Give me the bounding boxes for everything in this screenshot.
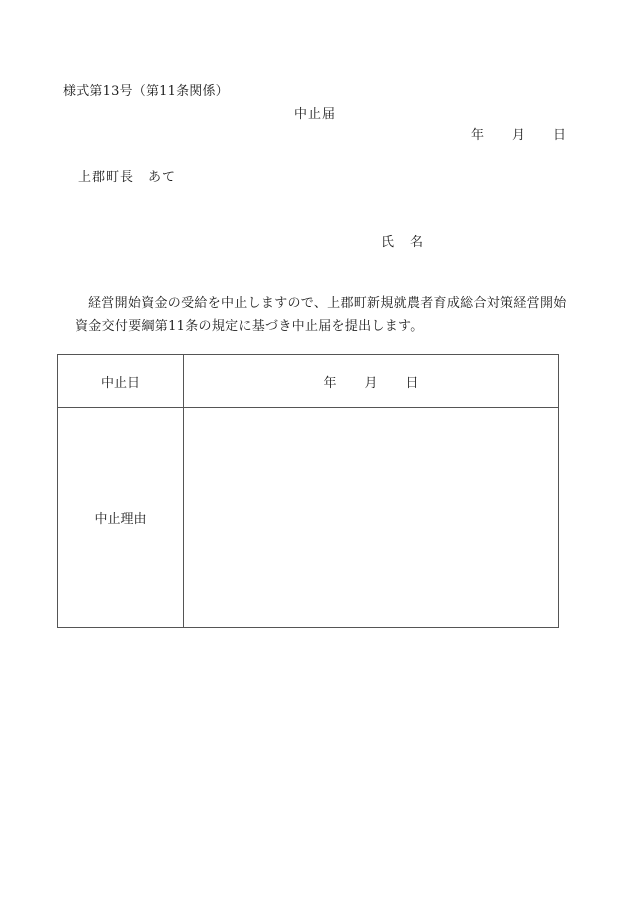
addressee-office: 上郡町長 [78, 170, 135, 185]
applicant-name-label [381, 231, 423, 250]
cancellation-year-label: 年 [323, 375, 337, 391]
form-number: 様式第13号（第11条関係） [63, 84, 229, 99]
date-day-label: 日 [552, 128, 566, 143]
body-text: 経営開始資金の受給を中止しますので、上郡町新規就農者育成総合対策経営開始資金交付要綱第11条の規定に基づき中止届を提出します。 [75, 296, 567, 334]
document-title: 中止届 [293, 107, 336, 122]
table-row-cancellation-date [58, 355, 559, 408]
addressee-suffix: あて [148, 170, 177, 185]
date-year-label: 年 [470, 128, 484, 143]
cancellation-date-label: 中止日 [58, 355, 184, 408]
cancellation-month-label: 月 [364, 375, 378, 391]
cancellation-reason-label: 中止理由 [58, 408, 184, 628]
table-row-cancellation-reason [58, 408, 559, 628]
cancellation-day-label: 日 [405, 375, 419, 391]
cancellation-reason-field[interactable] [184, 408, 559, 628]
applicant-name-char-2: 名 [410, 235, 424, 250]
applicant-name-char-1: 氏 [381, 235, 395, 250]
submission-date-line [471, 124, 566, 143]
addressee [78, 166, 176, 185]
cancellation-form-table [57, 354, 559, 628]
cancellation-date-field[interactable] [184, 355, 559, 408]
date-month-label: 月 [511, 128, 525, 143]
